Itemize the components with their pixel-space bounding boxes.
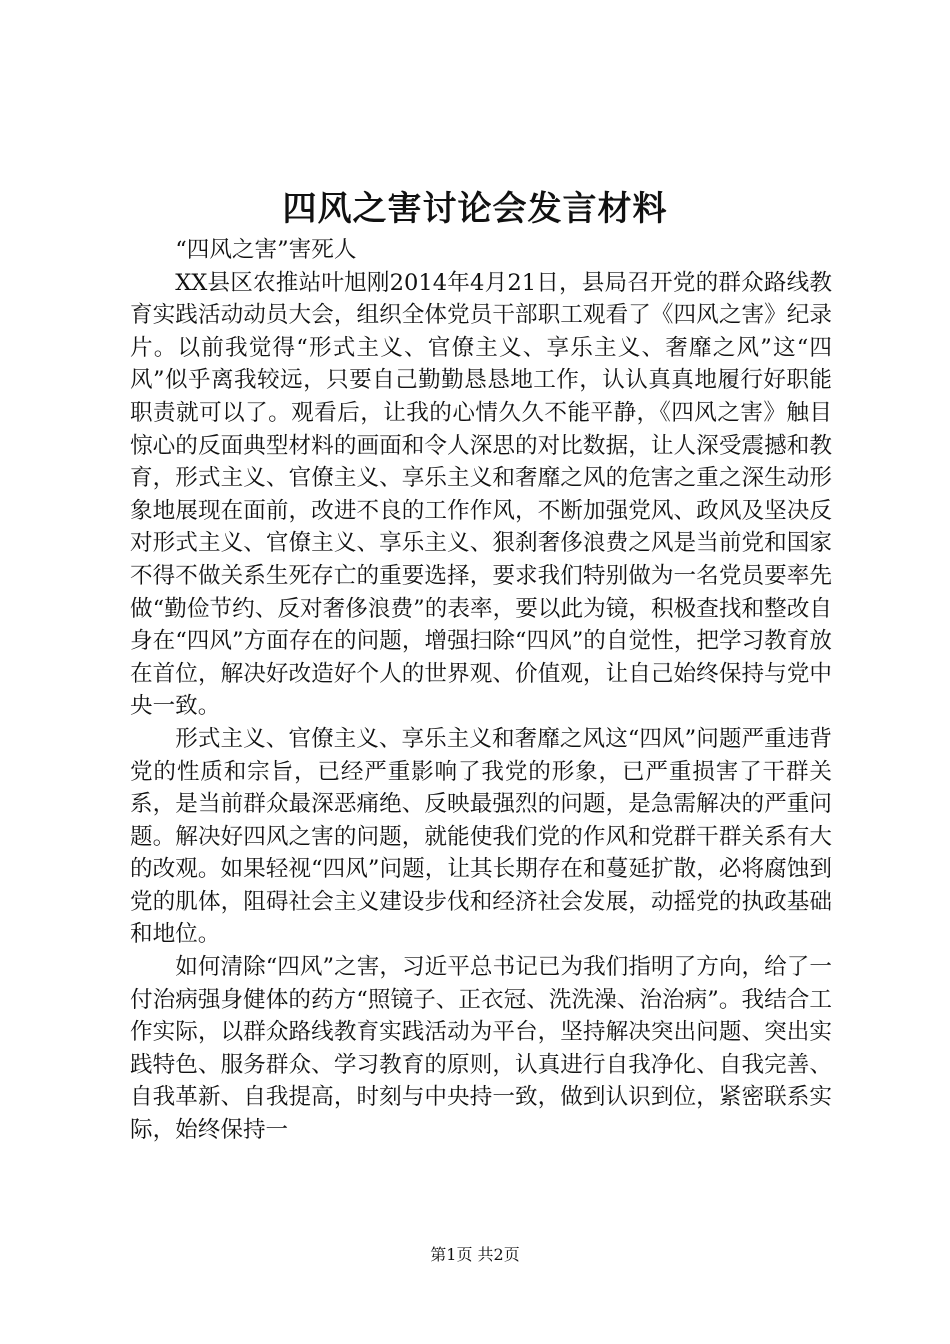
page-footer: 第1页 共2页: [430, 1245, 520, 1264]
document-body: [130, 234, 832, 1147]
paragraph-3: 如何清除“四风”之害，习近平总书记已为我们指明了方向，给了一付治病强身健体的药方“照镜子、正衣冠、洗洗澡、治治病”。我结合工作实际，以群众路线教育实践活动为平台，坚持解决突出问题、突出实践特色、服务群众、学习教育的原则，认真进行自我净化、自我完善、自我革新、自我提高，时刻与中央持一致，做到认识到位，紧密联系实际，始终保持一: [130, 954, 832, 1144]
paragraph-1: XX县区农推站叶旭刚2014年4月21日，县局召开党的群众路线教育实践活动动员大会，组织全体党员干部职工观看了《四风之害》纪录片。以前我觉得“形式主义、官僚主义、享乐主义、奢靡之风”这“四风”似乎离我较远，只要自己勤勤恳恳地工作，认认真真地履行好职能职责就可以了。观看后，让我的心情久久不能平静，《四风之害》触目惊心的反面典型材料的画面和令人深思的对比数据，让人深受震撼和教育，形式主义、官僚主义、享乐主义和奢靡之风的危害之重之深生动形象地展现在面前，改进不良的工作作风，不断加强党风、政风及坚决反对形式主义、官僚主义、享乐主义、狠刹奢侈浪费之风是当前党和国家不得不做关系生死存亡的重要选择，要求我们特别做为一名党员要率先做“勤俭节约、反对奢侈浪费”的表率，要以此为镜，积极查找和整改自身在“四风”方面存在的问题，增强扫除“四风”的自觉性，把学习教育放在首位，解决好改造好个人的世界观、价值观，让自己始终保持与党中央一致。: [130, 269, 832, 720]
paragraph-2: 形式主义、官僚主义、享乐主义和奢靡之风这“四风”问题严重违背党的性质和宗旨，已经严重影响了我党的形象，已严重损害了干群关系，是当前群众最深恶痛绝、反映最强烈的问题，是急需解决的严重问题。解决好四风之害的问题，就能使我们党的作风和党群干群关系有大的改观。如果轻视“四风”问题，让其长期存在和蔓延扩散，必将腐蚀到党的肌体，阻碍社会主义建设步伐和经济社会发展，动摇党的执政基础和地位。: [130, 725, 832, 948]
document-subtitle: “四风之害”害死人: [175, 237, 357, 263]
document-title: 四风之害讨论会发言材料: [282, 189, 668, 229]
